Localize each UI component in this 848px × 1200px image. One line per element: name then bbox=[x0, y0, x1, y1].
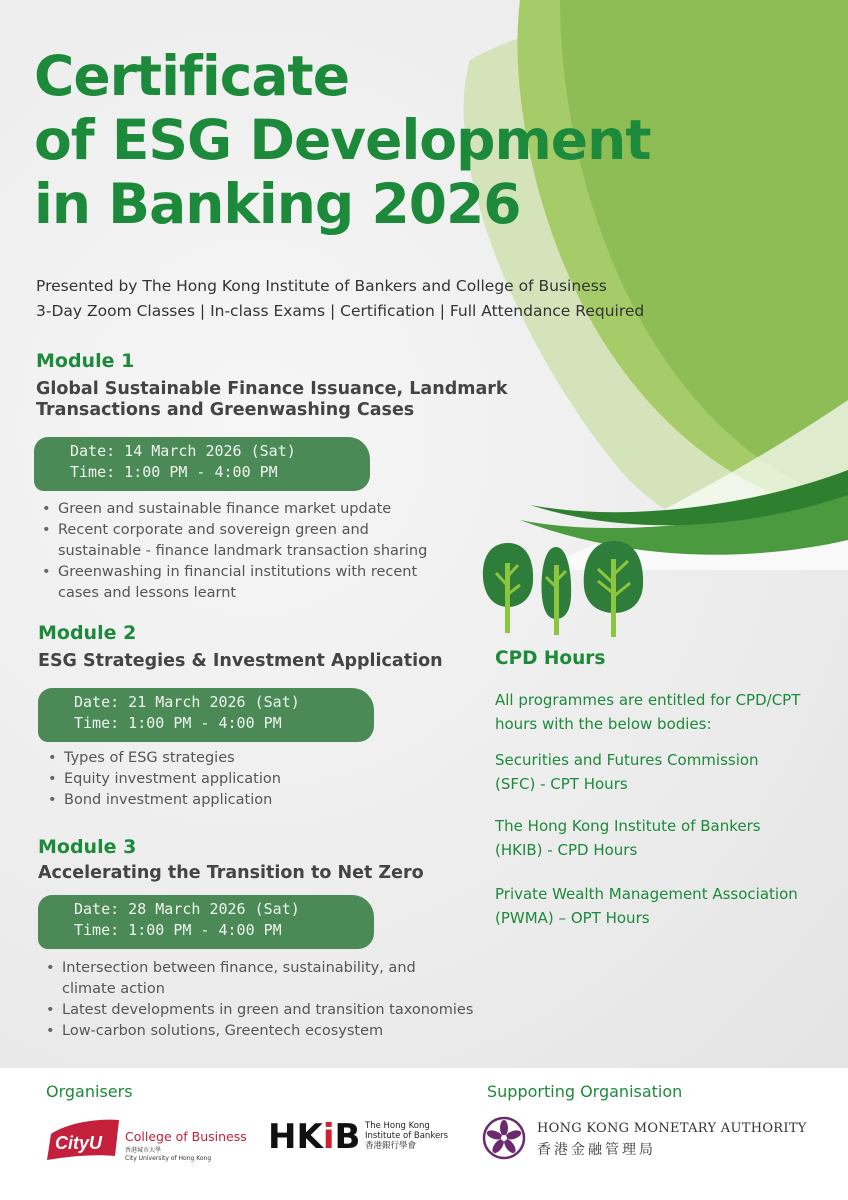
organisers-label: Organisers bbox=[46, 1082, 133, 1101]
list-item bbox=[44, 769, 464, 790]
hkib-mark-b: B bbox=[334, 1117, 361, 1157]
cpd-body-line: (HKIB) - CPD Hours bbox=[495, 841, 638, 859]
hkib-name-line: The Hong Kong bbox=[365, 1121, 430, 1131]
cpd-intro-line: All programmes are entitled for CPD/CPT bbox=[495, 691, 801, 709]
hkib-mark-i: i bbox=[322, 1117, 335, 1157]
hkib-logo bbox=[268, 1117, 360, 1157]
subtitle-format: 3-Day Zoom Classes | In-class Exams | Certification | Full Attendance Required bbox=[36, 302, 645, 320]
title-line: of ESG Development bbox=[34, 108, 651, 172]
cpd-body-line: The Hong Kong Institute of Bankers bbox=[495, 817, 761, 835]
list-item bbox=[44, 748, 464, 769]
list-item bbox=[44, 790, 464, 811]
module-2-date: Date: 21 March 2026 (Sat) bbox=[74, 693, 300, 711]
hkib-mark-hk: HK bbox=[268, 1117, 323, 1157]
bullet-text: Latest developments in green and transition taxonomies bbox=[62, 1002, 474, 1018]
module-2-title bbox=[38, 651, 443, 672]
bullet-text: Green and sustainable finance market update bbox=[58, 501, 392, 517]
list-item bbox=[42, 1021, 512, 1042]
list-item bbox=[42, 958, 512, 1000]
cpd-body-hkib bbox=[495, 814, 830, 862]
cpd-body-line: Securities and Futures Commission bbox=[495, 751, 759, 769]
cpd-body-pwma bbox=[495, 882, 830, 930]
trees-icon bbox=[478, 535, 648, 640]
module-3-bullets bbox=[42, 958, 512, 1042]
hkma-name-cn: 香港金融管理局 bbox=[537, 1142, 656, 1158]
module-3-label: Module 3 bbox=[38, 836, 137, 858]
module-title-line: Global Sustainable Finance Issuance, Landmark bbox=[36, 379, 508, 399]
cpd-intro bbox=[495, 688, 830, 736]
module-1-label: Module 1 bbox=[36, 350, 135, 372]
module-title-line: ESG Strategies & Investment Application bbox=[38, 651, 443, 671]
module-1-bullets bbox=[38, 499, 478, 604]
list-item bbox=[38, 520, 478, 562]
module-title-line: Transactions and Greenwashing Cases bbox=[36, 400, 415, 420]
list-item bbox=[38, 562, 478, 604]
cityu-mark: CityU bbox=[55, 1133, 103, 1153]
cityu-college-of-business: College of Business bbox=[125, 1129, 247, 1144]
module-3-date: Date: 28 March 2026 (Sat) bbox=[74, 900, 300, 918]
module-1-date-pill bbox=[34, 437, 370, 491]
module-2-time: Time: 1:00 PM - 4:00 PM bbox=[74, 714, 282, 732]
module-2-bullets bbox=[44, 748, 464, 811]
hkib-name-line: Institute of Bankers bbox=[365, 1131, 449, 1141]
cityu-logo bbox=[45, 1116, 121, 1162]
list-item bbox=[38, 499, 478, 520]
title-line: in Banking 2026 bbox=[34, 172, 521, 236]
bullet-text: sustainable - finance landmark transaction sharing bbox=[58, 543, 428, 559]
module-3-time: Time: 1:00 PM - 4:00 PM bbox=[74, 921, 282, 939]
cityu-name bbox=[125, 1147, 211, 1163]
module-1-time: Time: 1:00 PM - 4:00 PM bbox=[70, 463, 278, 481]
cpd-body-line: (SFC) - CPT Hours bbox=[495, 775, 628, 793]
module-2-date-pill bbox=[38, 688, 374, 742]
subtitle-presented-by: Presented by The Hong Kong Institute of Bankers and College of Business bbox=[36, 277, 607, 295]
bullet-text: Bond investment application bbox=[64, 792, 273, 808]
bullet-text: Greenwashing in financial institutions with recent bbox=[58, 564, 418, 580]
list-item bbox=[42, 1000, 512, 1021]
bullet-text: cases and lessons learnt bbox=[58, 585, 237, 601]
hkma-name-en: HONG KONG MONETARY AUTHORITY bbox=[537, 1121, 807, 1136]
module-3-title bbox=[38, 863, 424, 884]
bullet-text: Low-carbon solutions, Greentech ecosystem bbox=[62, 1023, 384, 1039]
subtitle bbox=[36, 274, 644, 324]
bullet-text: Types of ESG strategies bbox=[64, 750, 235, 766]
cpd-intro-line: hours with the below bodies: bbox=[495, 715, 712, 733]
cpd-body-line: (PWMA) – OPT Hours bbox=[495, 909, 650, 927]
page-title bbox=[34, 44, 754, 236]
cpd-hours-title: CPD Hours bbox=[495, 648, 606, 669]
hkib-name-line: 香港銀行學會 bbox=[365, 1141, 417, 1151]
module-3-date-pill bbox=[38, 895, 374, 949]
hkma-bauhinia-icon bbox=[482, 1116, 526, 1160]
supporting-organisation-label: Supporting Organisation bbox=[487, 1082, 683, 1101]
title-line: Certificate bbox=[34, 44, 350, 108]
bullet-text: Intersection between finance, sustainability, and bbox=[62, 960, 416, 976]
bullet-text: climate action bbox=[62, 981, 165, 997]
bullet-text: Equity investment application bbox=[64, 771, 281, 787]
cpd-body-sfc bbox=[495, 748, 830, 796]
cityu-name-en: City University of Hong Kong bbox=[125, 1155, 212, 1162]
cpd-body-line: Private Wealth Management Association bbox=[495, 885, 798, 903]
module-2-label: Module 2 bbox=[38, 622, 137, 644]
module-title-line: Accelerating the Transition to Net Zero bbox=[38, 863, 424, 883]
module-1-date: Date: 14 March 2026 (Sat) bbox=[70, 442, 296, 460]
cityu-name-cn: 香港城市大學 bbox=[125, 1147, 162, 1154]
bullet-text: Recent corporate and sovereign green and bbox=[58, 522, 369, 538]
module-1-title bbox=[36, 379, 508, 421]
hkib-name bbox=[365, 1121, 448, 1151]
